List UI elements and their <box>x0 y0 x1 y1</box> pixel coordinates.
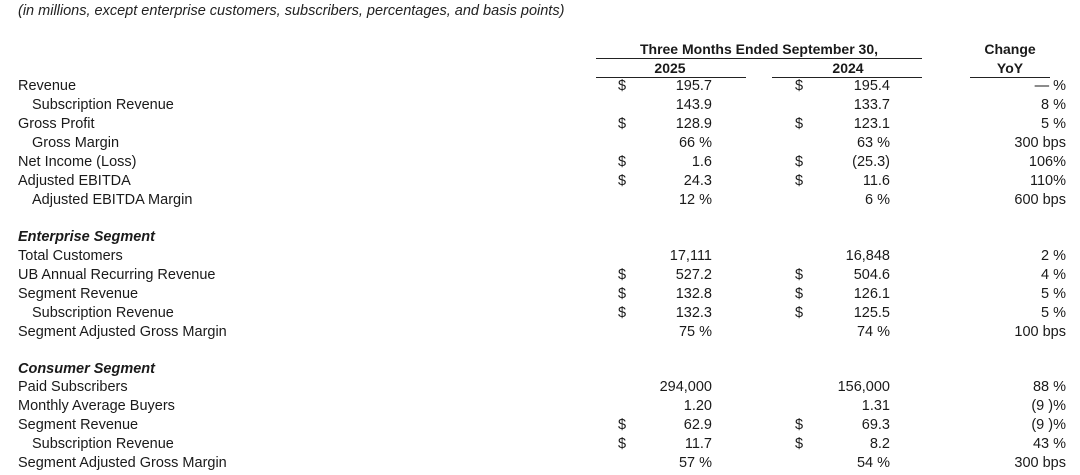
dollar-sign-2024: $ <box>795 286 804 302</box>
value-2025: 17,111 <box>669 248 712 264</box>
value-2025: 24.3 <box>683 173 712 189</box>
table-row <box>0 77 1080 96</box>
change-yoy: 100 bps <box>1014 324 1066 340</box>
change-yoy: 5 % <box>1041 286 1066 302</box>
table-row <box>0 134 1080 153</box>
section-heading: Enterprise Segment <box>18 229 155 245</box>
row-label: Revenue <box>18 78 77 94</box>
change-yoy: 88 % <box>1032 379 1066 395</box>
change-yoy: 8 % <box>1041 97 1066 113</box>
section-heading: Consumer Segment <box>18 361 155 377</box>
row-label: Segment Adjusted Gross Margin <box>18 324 227 340</box>
dollar-sign-2024: $ <box>795 305 804 321</box>
year-2024-header: 2024 <box>832 60 864 76</box>
change-yoy: (9 )% <box>1031 417 1066 433</box>
table-row <box>0 454 1080 473</box>
value-2024: 16,848 <box>845 248 890 264</box>
value-2024: 126.1 <box>853 286 890 302</box>
dollar-sign-2024: $ <box>795 436 804 452</box>
table-row <box>0 304 1080 323</box>
value-2024: (25.3) <box>852 154 890 170</box>
value-2024: 125.5 <box>853 305 890 321</box>
period-header-rule <box>596 58 922 59</box>
value-2024: 504.6 <box>853 267 890 283</box>
dollar-sign-2024: $ <box>795 267 804 283</box>
change-yoy: 106% <box>1028 154 1066 170</box>
value-2025: 143.9 <box>675 97 712 113</box>
table-row <box>0 397 1080 416</box>
change-yoy: 5 % <box>1041 116 1066 132</box>
dollar-sign-2025: $ <box>618 305 627 321</box>
row-label: Gross Profit <box>18 116 95 132</box>
row-label: Segment Revenue <box>18 286 139 302</box>
table-row <box>0 191 1080 210</box>
table-row <box>0 153 1080 172</box>
table-row <box>0 323 1080 342</box>
row-label: Adjusted EBITDA <box>18 173 131 189</box>
table-row <box>0 285 1080 304</box>
row-label: Segment Adjusted Gross Margin <box>18 455 227 471</box>
row-label: Paid Subscribers <box>18 379 128 395</box>
dollar-sign-2025: $ <box>618 173 627 189</box>
change-yoy: 600 bps <box>1014 192 1066 208</box>
dollar-sign-2025: $ <box>618 436 627 452</box>
dollar-sign-2025: $ <box>618 154 627 170</box>
row-label: Subscription Revenue <box>32 436 174 452</box>
value-2024: 54 % <box>856 455 890 471</box>
dollar-sign-2025: $ <box>618 417 627 433</box>
dollar-sign-2025: $ <box>618 286 627 302</box>
dollar-sign-2025: $ <box>618 267 627 283</box>
table-row <box>0 266 1080 285</box>
dollar-sign-2024: $ <box>795 173 804 189</box>
value-2025: 128.9 <box>675 116 712 132</box>
value-2025: 195.7 <box>675 78 712 94</box>
table-row <box>0 247 1080 266</box>
row-label: Adjusted EBITDA Margin <box>32 192 193 208</box>
table-row <box>0 416 1080 435</box>
change-yoy: 5 % <box>1041 305 1066 321</box>
row-label: Gross Margin <box>32 135 120 151</box>
change-yoy: 4 % <box>1041 267 1066 283</box>
value-2024: 156,000 <box>837 379 890 395</box>
change-yoy: 2 % <box>1041 248 1066 264</box>
change-header: Change <box>984 41 1036 57</box>
row-label: Net Income (Loss) <box>18 154 137 170</box>
change-yoy: 300 bps <box>1014 135 1066 151</box>
row-label: Subscription Revenue <box>32 97 174 113</box>
change-yoy: 300 bps <box>1014 455 1066 471</box>
value-2025: 57 % <box>678 455 712 471</box>
row-label: Monthly Average Buyers <box>18 398 175 414</box>
change-yoy: 43 % <box>1032 436 1066 452</box>
value-2024: 11.6 <box>862 173 890 189</box>
row-label: Segment Revenue <box>18 417 139 433</box>
row-label: Total Customers <box>18 248 123 264</box>
value-2025: 132.3 <box>675 305 712 321</box>
value-2024: 69.3 <box>861 417 890 433</box>
value-2024: 63 % <box>856 135 890 151</box>
table-row <box>0 172 1080 191</box>
value-2024: 133.7 <box>853 97 890 113</box>
value-2025: 132.8 <box>675 286 712 302</box>
table-row <box>0 96 1080 115</box>
value-2025: 75 % <box>678 324 712 340</box>
row-label: Subscription Revenue <box>32 305 174 321</box>
row-label: UB Annual Recurring Revenue <box>18 267 216 283</box>
dollar-sign-2024: $ <box>795 78 804 94</box>
section-heading-row <box>0 228 1080 247</box>
value-2024: 74 % <box>856 324 890 340</box>
value-2025: 62.9 <box>683 417 712 433</box>
value-2025: 12 % <box>678 192 712 208</box>
value-2024: 6 % <box>865 192 890 208</box>
value-2024: 1.31 <box>861 398 890 414</box>
value-2025: 1.6 <box>691 154 712 170</box>
period-header: Three Months Ended September 30, <box>639 41 879 57</box>
value-2024: 123.1 <box>853 116 890 132</box>
table-row <box>0 115 1080 134</box>
change-yoy: 110% <box>1029 173 1066 189</box>
change-yoy: — % <box>1034 78 1066 94</box>
year-2025-header: 2025 <box>654 60 686 76</box>
value-2024: 195.4 <box>853 78 890 94</box>
dollar-sign-2025: $ <box>618 78 627 94</box>
value-2025: 11.7 <box>684 436 712 452</box>
table-row <box>0 378 1080 397</box>
table-subtitle: (in millions, except enterprise customers, subscribers, percentages, and basis points) <box>18 3 565 19</box>
dollar-sign-2024: $ <box>795 116 804 132</box>
value-2025: 527.2 <box>675 267 712 283</box>
section-heading-row <box>0 360 1080 379</box>
dollar-sign-2024: $ <box>795 154 804 170</box>
table-row <box>0 435 1080 454</box>
value-2025: 66 % <box>678 135 712 151</box>
dollar-sign-2024: $ <box>795 417 804 433</box>
value-2025: 1.20 <box>683 398 712 414</box>
value-2025: 294,000 <box>659 379 712 395</box>
dollar-sign-2025: $ <box>618 116 627 132</box>
yoy-header: YoY <box>996 60 1024 76</box>
value-2024: 8.2 <box>869 436 890 452</box>
change-yoy: (9 )% <box>1031 398 1066 414</box>
